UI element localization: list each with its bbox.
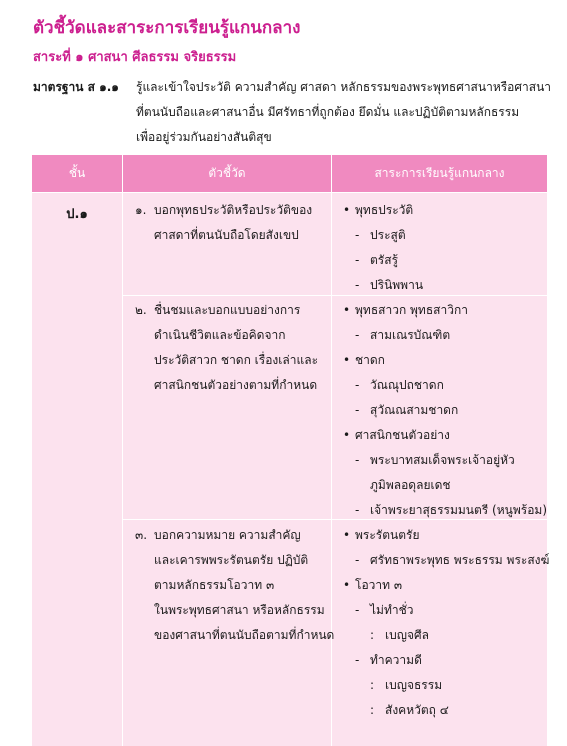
content-text: สามเณรบัณฑิต <box>370 328 451 342</box>
indicator-line: บอกพุทธประวัติหรือประวัติของ <box>154 203 313 217</box>
indicator-line: ศาสนิกชนตัวอย่างตามที่กำหนด <box>154 378 318 392</box>
dash-marker: - <box>355 328 360 342</box>
standard-line: รู้และเข้าใจประวัติ ความสำคัญ ศาสดา หลักธรรมของพระพุทธศาสนาหรือศาสนา <box>136 80 552 94</box>
bullet-marker: • <box>343 203 351 217</box>
dash-marker: - <box>355 378 360 392</box>
dash-marker: - <box>355 278 360 292</box>
content-text: เบญจศีล <box>385 628 429 642</box>
strand-heading: สาระที่ ๑ ศาสนา ศีลธรรม จริยธรรม <box>33 50 237 65</box>
indicator-number: ๓. <box>135 528 148 542</box>
indicator-number: ๒. <box>135 303 147 317</box>
column-divider <box>122 193 123 746</box>
colon-marker: : <box>370 628 375 642</box>
standard-text <box>136 75 555 150</box>
table-body <box>32 193 550 746</box>
content-text: ชาดก <box>355 353 385 367</box>
content-text: ปรินิพพาน <box>370 278 424 292</box>
indicator-line: ดำเนินชีวิตและข้อคิดจาก <box>154 328 286 342</box>
content-text: โอวาท ๓ <box>355 578 403 592</box>
content-text: ศรัทธาพระพุทธ พระธรรม พระสงฆ์ <box>370 553 550 567</box>
dash-marker: - <box>355 603 360 617</box>
indicator-number: ๑. <box>135 203 147 217</box>
content-text: พุทธประวัติ <box>355 203 414 217</box>
indicator-line: ศาสดาที่ตนนับถือโดยสังเขป <box>154 228 299 242</box>
dash-marker: - <box>355 228 360 242</box>
standard-line: เพื่ออยู่ร่วมกันอย่างสันติสุข <box>136 130 272 144</box>
column-divider <box>122 155 123 192</box>
content-text: ตรัสรู้ <box>370 253 399 267</box>
bullet-marker: • <box>343 528 351 542</box>
standard-label: มาตรฐาน ส ๑.๑ <box>33 80 119 94</box>
row-divider <box>123 295 547 296</box>
colon-marker: : <box>370 678 375 692</box>
indicator-line: ประวัติสาวก ชาดก เรื่องเล่าและ <box>154 353 319 367</box>
content-text: ภูมิพลอดุลยเดช <box>370 478 451 492</box>
content-text: ทำความดี <box>370 653 422 667</box>
grade-cell: ป.๑ <box>66 207 88 222</box>
dash-marker: - <box>355 253 360 267</box>
bullet-marker: • <box>343 303 351 317</box>
indicator-line: บอกความหมาย ความสำคัญ <box>154 528 301 542</box>
indicator-line: ของศาสนาที่ตนนับถือตามที่กำหนด <box>154 628 335 642</box>
dash-marker: - <box>355 453 360 467</box>
dash-marker: - <box>355 403 360 417</box>
page-title: ตัวชี้วัดและสาระการเรียนรู้แกนกลาง <box>33 18 301 38</box>
content-text: พระรัตนตรัย <box>355 528 420 542</box>
content-text: เบญจธรรม <box>385 678 443 692</box>
content-text: วัณณุปถชาดก <box>370 378 444 392</box>
content-text: เจ้าพระยาสุธรรมมนตรี (หนูพร้อม) <box>370 503 548 517</box>
header-grade: ชั้น <box>68 166 86 180</box>
content-text: พระบาทสมเด็จพระเจ้าอยู่หัว <box>370 453 515 467</box>
table-header <box>32 155 547 192</box>
dash-marker: - <box>355 503 360 517</box>
standard-line: ที่ตนนับถือและศาสนาอื่น มีศรัทธาที่ถูกต้อง ยึดมั่น และปฏิบัติตามหลักธรรม <box>136 105 520 119</box>
content-text: สุวัณณสามชาดก <box>370 403 459 417</box>
content-text: ประสูติ <box>370 228 406 242</box>
content-text: พุทธสาวก พุทธสาวิกา <box>355 303 468 317</box>
content-text: ศาสนิกชนตัวอย่าง <box>355 428 450 442</box>
header-content: สาระการเรียนรู้แกนกลาง <box>374 166 505 180</box>
colon-marker: : <box>370 703 375 717</box>
content-text: ไม่ทำชั่ว <box>370 603 414 617</box>
bullet-marker: • <box>343 428 351 442</box>
content-text: สังคหวัตถุ ๔ <box>385 703 449 717</box>
indicator-line: ตามหลักธรรมโอวาท ๓ <box>154 578 275 592</box>
indicator-line: และเคารพพระรัตนตรัย ปฏิบัติ <box>154 553 309 567</box>
bullet-marker: • <box>343 578 351 592</box>
dash-marker: - <box>355 553 360 567</box>
dash-marker: - <box>355 653 360 667</box>
column-divider <box>331 155 332 192</box>
indicator-line: ชื่นชมและบอกแบบอย่างการ <box>154 303 301 317</box>
header-indicator: ตัวชี้วัด <box>208 166 246 180</box>
column-divider <box>331 193 332 746</box>
bullet-marker: • <box>343 353 351 367</box>
indicator-line: ในพระพุทธศาสนา หรือหลักธรรม <box>154 603 325 617</box>
